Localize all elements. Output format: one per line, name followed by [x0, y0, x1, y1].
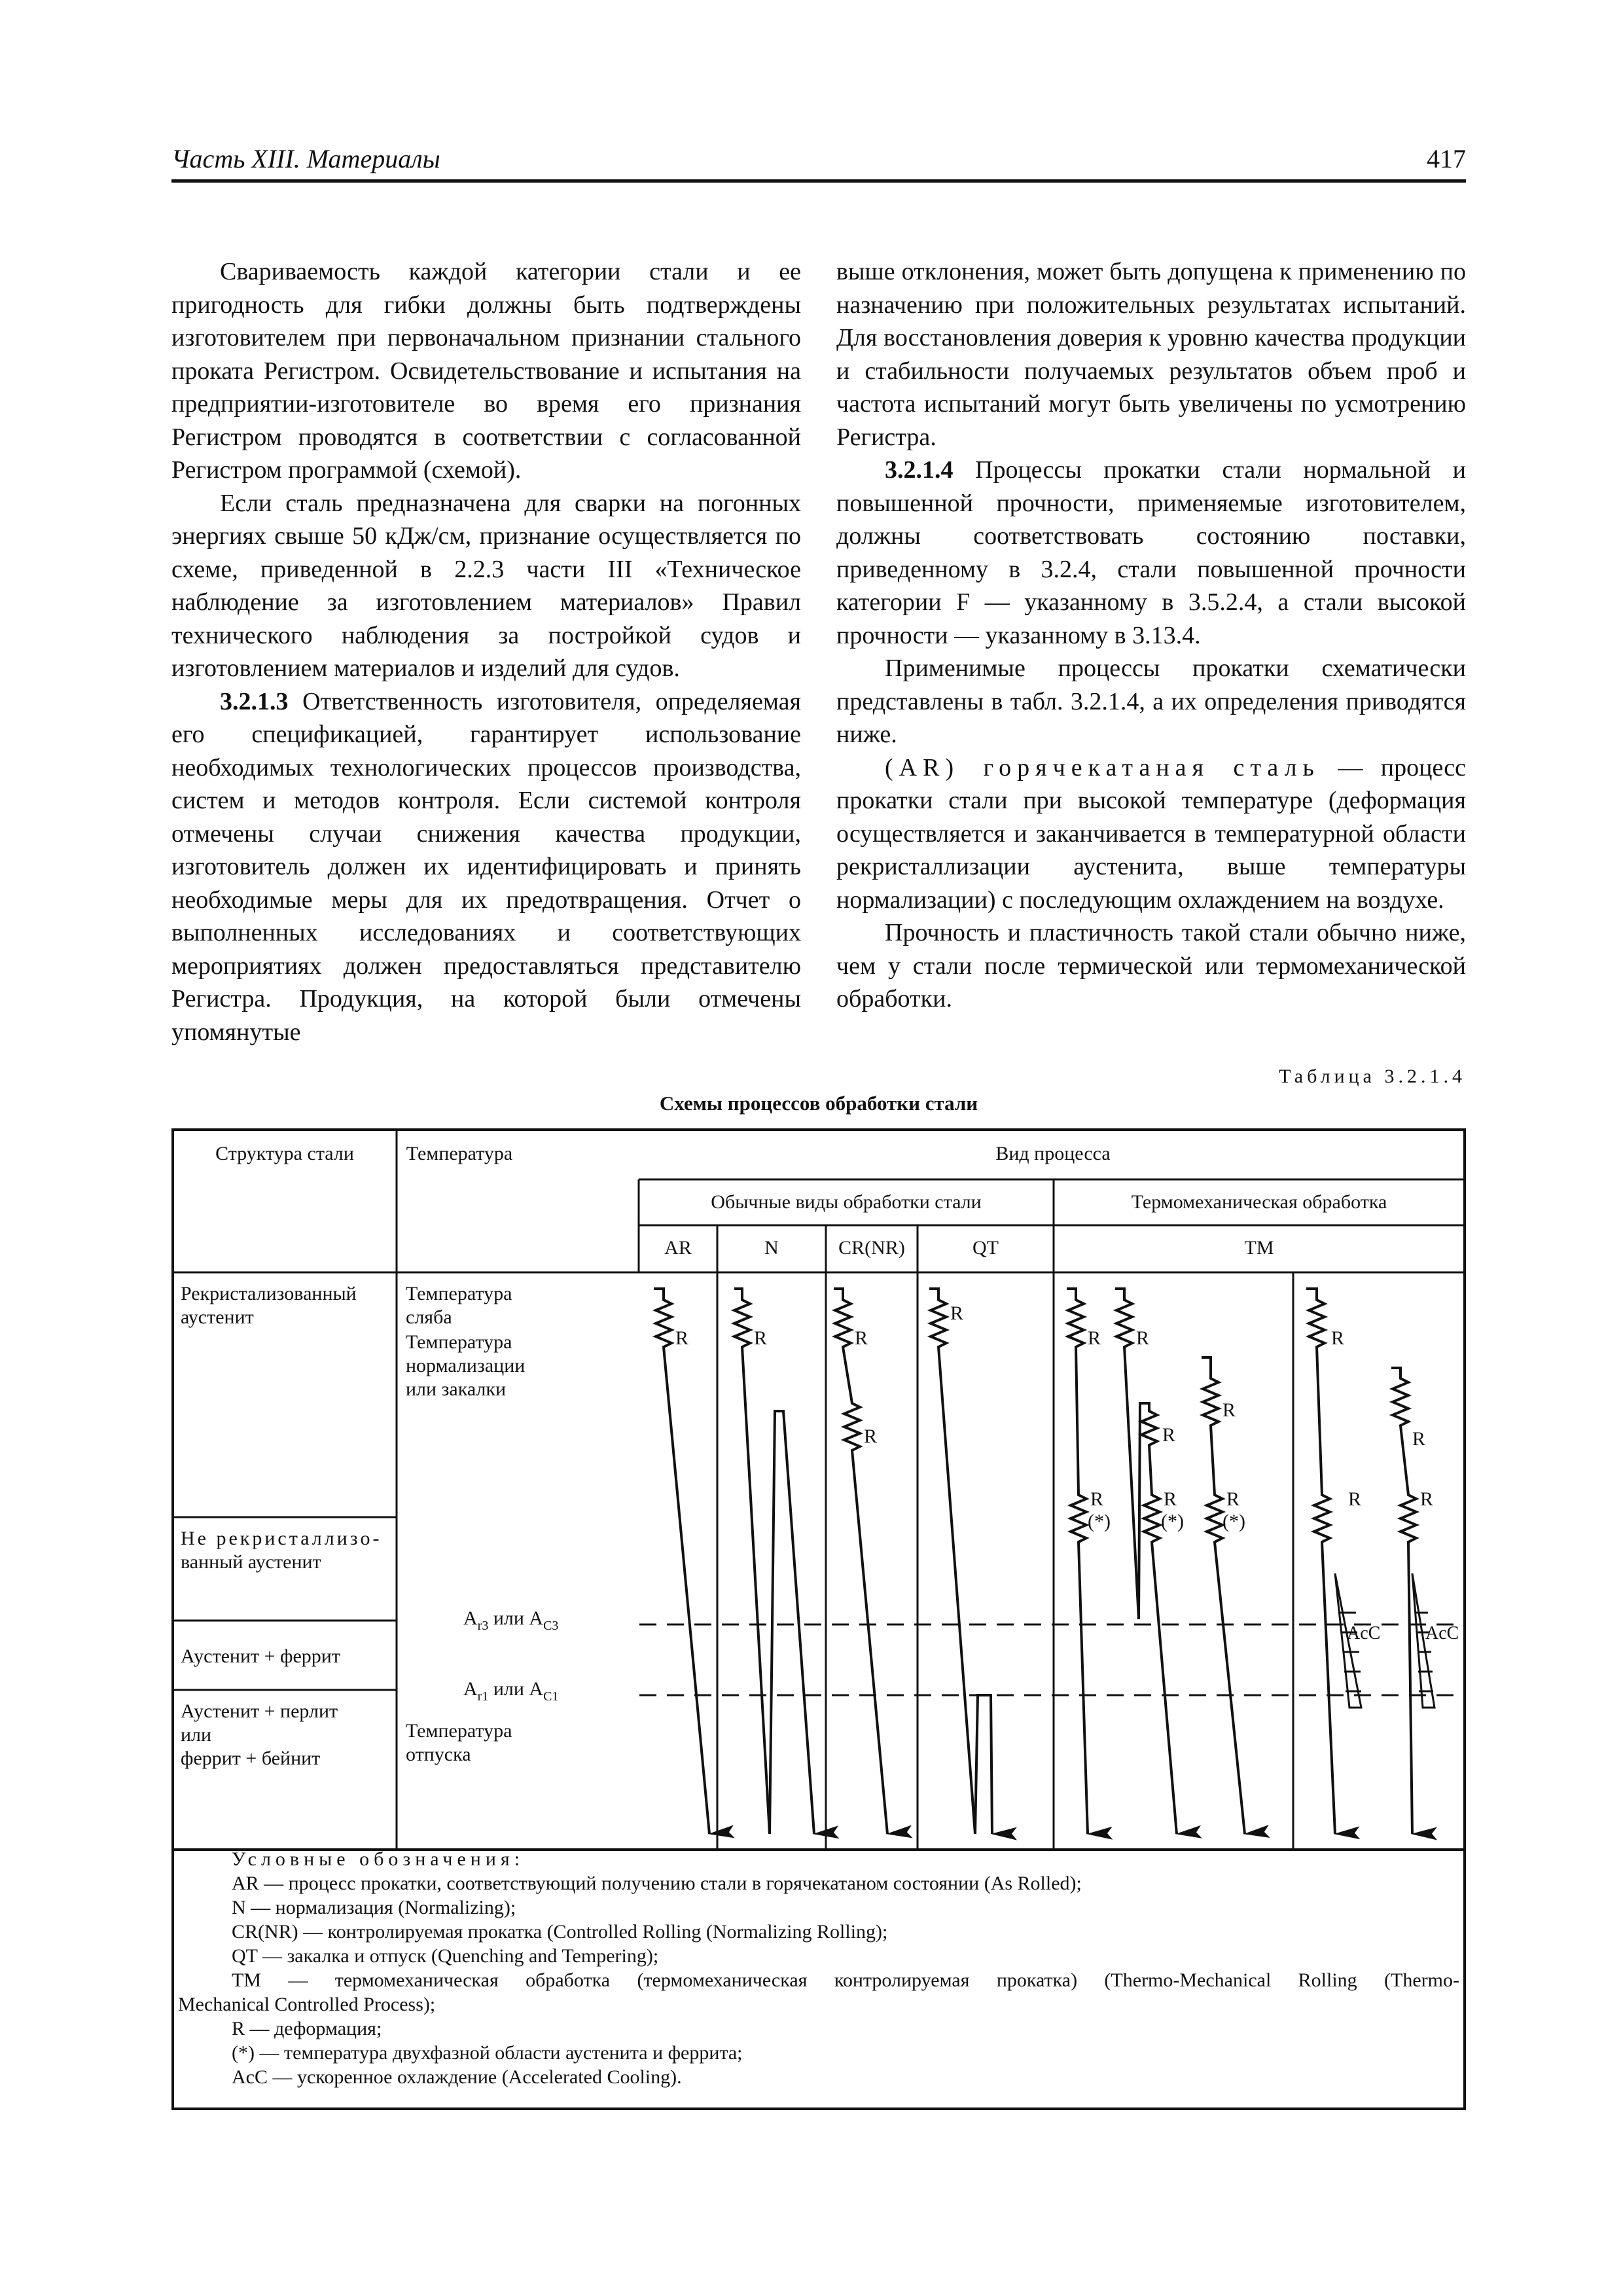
clause-number: 3.2.1.4 — [885, 456, 954, 484]
paragraph-text: — процесс прокатки стали при высокой температуре (деформация осуществляется и заканчивается в температурной области рекристаллизации аустенита, выше температуры нормализации) с последующим охлаждением на воздухе. — [836, 753, 1467, 914]
diagram-ar — [654, 1289, 709, 1834]
temp-tempering: Температура — [406, 1720, 512, 1742]
header-temperature: Температура — [406, 1143, 513, 1164]
diagram-n — [734, 1289, 814, 1834]
mark-r: R — [1331, 1327, 1345, 1349]
temp-ar1: $A_{r1}$ или $A_{C1}$ — [463, 1678, 559, 1704]
paragraph: Если сталь предназначена для сварки на погонных энергиях свыше 50 кДж/см, признание осуществляется по схеме, приведенной в 2.2.3 части III «Техническое наблюдение за изготовлением материалов» Правил технического наблюдения за постройкой судов и изготовлением материалов и изделий для судов. — [171, 489, 801, 682]
structure-austenite-ferrite: Аустенит + феррит — [181, 1645, 340, 1667]
table-caption: Схемы процессов обработки стали — [659, 1092, 978, 1115]
header-qt: QT — [972, 1237, 999, 1259]
term: (AR) горячекатаная сталь — [885, 753, 1320, 781]
page-header — [171, 145, 1466, 183]
legend-item: AR — процесс прокатки, соответствующий получению стали в горячекатаном состоянии (As Rolled); — [232, 1873, 1082, 1894]
temp-ar3: $A_{r3}$ или $A_{C3}$ — [463, 1607, 559, 1633]
mark-acc: AcC — [1425, 1623, 1459, 1643]
mark-r: R — [855, 1327, 868, 1349]
header-process-type: Вид процесса — [995, 1143, 1111, 1164]
right-column — [836, 255, 1466, 1016]
legend-item: QT — закалка и отпуск (Quenching and Tempering); — [232, 1945, 659, 1967]
legend-item: TM — термомеханическая обработка (термомеханическая контролируемая прокатка) (Thermo-Mechanical Rolling (Thermo- — [232, 1969, 1459, 1991]
clause-number: 3.2.1.3 — [220, 687, 289, 715]
header-conventional: Обычные виды обработки стали — [711, 1191, 982, 1213]
mark-star: (*) — [1088, 1511, 1111, 1532]
table-header-text — [215, 1143, 1387, 1259]
structure-non-recrystallized: Не рекристаллизо- — [181, 1528, 382, 1549]
running-title: Часть XIII. Материалы — [171, 144, 440, 173]
paragraph: Применимые процессы прокатки схематически представлены в табл. 3.2.1.4, а их определения приводятся ниже. — [836, 655, 1466, 748]
mark-r: R — [1420, 1488, 1434, 1510]
structure-recrystallized: Рекристализованный — [181, 1283, 357, 1304]
paragraph: Прочность и пластичность такой стали обычно ниже, чем у стали после термической или термомеханической обработки. — [836, 919, 1466, 1013]
legend-item: CR(NR) — контролируемая прокатка (Controlled Rolling (Normalizing Rolling); — [232, 1921, 888, 1943]
temp-slab: Температура — [406, 1283, 512, 1304]
paragraph — [171, 685, 801, 1049]
paragraph-text: Ответственность изготовителя, определяемая его спецификацией, гарантирует использование необходимых технологических процессов производства, систем и методов контроля. Если системой контроля отмечены случаи снижения качества продукции, изготовитель должен их идентифицировать и принять необходимые меры для их предотвращения. Отчет о выполненных исследованиях и соответствующих мероприятиях должен предоставляться представителю Регистра. Продукция, на которой были отмечены упомянутые — [171, 687, 801, 1046]
left-column — [171, 255, 801, 1049]
temp-normalizing-3: или закалки — [406, 1378, 507, 1400]
mark-r: R — [754, 1327, 768, 1349]
mark-r: R — [1136, 1327, 1150, 1349]
diagram-tm-4 — [1306, 1289, 1361, 1834]
legend-item: R — деформация; — [232, 2018, 382, 2039]
legend-item: (*) — температура двухфазной области аустенита и феррита; — [232, 2042, 743, 2064]
table-label: Таблица 3.2.1.4 — [1279, 1066, 1466, 1087]
header-cr: CR(NR) — [838, 1237, 905, 1259]
diagram-cr — [834, 1289, 887, 1834]
mark-r: R — [950, 1302, 964, 1324]
mark-r: R — [864, 1426, 878, 1447]
diagram-tm-3 — [1202, 1357, 1245, 1834]
legend-item-continued: Mechanical Controlled Process); — [178, 1994, 436, 2015]
diagram-tm-1 — [1067, 1289, 1088, 1834]
paragraph-text: Процессы прокатки стали нормальной и повышенной прочности, применяемые изготовителем, должны соответствовать состоянию поставки, приведенному в 3.2.4, стали повышенной прочности категории F — указанному в 3.5.2.4, а стали высокой прочности — указанному в 3.13.4. — [836, 456, 1466, 649]
diagram-marks — [675, 1302, 1459, 1643]
header-structure: Структура стали — [215, 1143, 354, 1164]
mark-acc: AcC — [1347, 1623, 1381, 1643]
mark-star: (*) — [1161, 1511, 1184, 1532]
mark-star: (*) — [1222, 1511, 1245, 1532]
structure-ferrite-bainite: феррит + бейнит — [181, 1748, 321, 1769]
paragraph: Свариваемость каждой категории стали и ее пригодность для гибки должны быть подтверждены изготовителем при первоначальном признании стального проката Регистром. Освидетельствование и испытания на предприятии-изготовителе во время его признания Регистром проводятся в соответствии с согласованной Регистром программой (схемой). — [171, 258, 801, 484]
process-diagrams — [654, 1289, 1435, 1834]
header-ar: AR — [664, 1237, 692, 1259]
legend-item: N — нормализация (Normalizing); — [232, 1897, 516, 1918]
paragraph: выше отклонения, может быть допущена к применению по назначению при положительных результатах испытаний. Для восстановления доверия к уровню качества продукции и стабильности получаемых результатов объем проб и частота испытаний могут быть увеличены по усмотрению Регистра. — [836, 258, 1466, 451]
mark-r: R — [1222, 1399, 1236, 1421]
structure-austenite-pearlite: Аустенит + перлит — [181, 1700, 338, 1722]
legend-item: AcC — ускоренное охлаждение (Accelerated Cooling). — [232, 2066, 682, 2088]
table-legend — [178, 1847, 1459, 2089]
page-number: 417 — [1427, 144, 1466, 173]
mark-r: R — [1348, 1488, 1362, 1510]
temp-normalizing: Температура — [406, 1331, 512, 1353]
temperature-labels — [406, 1283, 558, 1765]
structure-labels — [181, 1283, 382, 1769]
mark-r: R — [1226, 1488, 1240, 1510]
structure-or: или — [181, 1724, 212, 1746]
paragraph — [836, 751, 1466, 917]
mark-r: R — [1412, 1428, 1426, 1450]
header-thermomech: Термомеханическая обработка — [1131, 1191, 1387, 1213]
mark-r: R — [675, 1327, 689, 1349]
mark-r: R — [1090, 1488, 1104, 1510]
temp-normalizing-2: нормализации — [406, 1355, 526, 1376]
temp-slab-2: сляба — [406, 1306, 452, 1328]
mark-r: R — [1164, 1488, 1177, 1510]
legend-heading: Условные обозначения: — [232, 1848, 525, 1870]
structure-non-recrystallized-2: ванный аустенит — [181, 1551, 321, 1573]
temp-tempering-2: отпуска — [406, 1744, 471, 1765]
paragraph — [836, 454, 1466, 652]
diagram-tm-2 — [1115, 1289, 1177, 1834]
mark-r: R — [1162, 1424, 1176, 1446]
diagram-qt — [929, 1289, 992, 1834]
header-n: N — [764, 1237, 779, 1259]
structure-recrystallized-2: аустенит — [181, 1306, 254, 1328]
header-tm: TM — [1244, 1237, 1274, 1259]
mark-r: R — [1088, 1327, 1101, 1349]
